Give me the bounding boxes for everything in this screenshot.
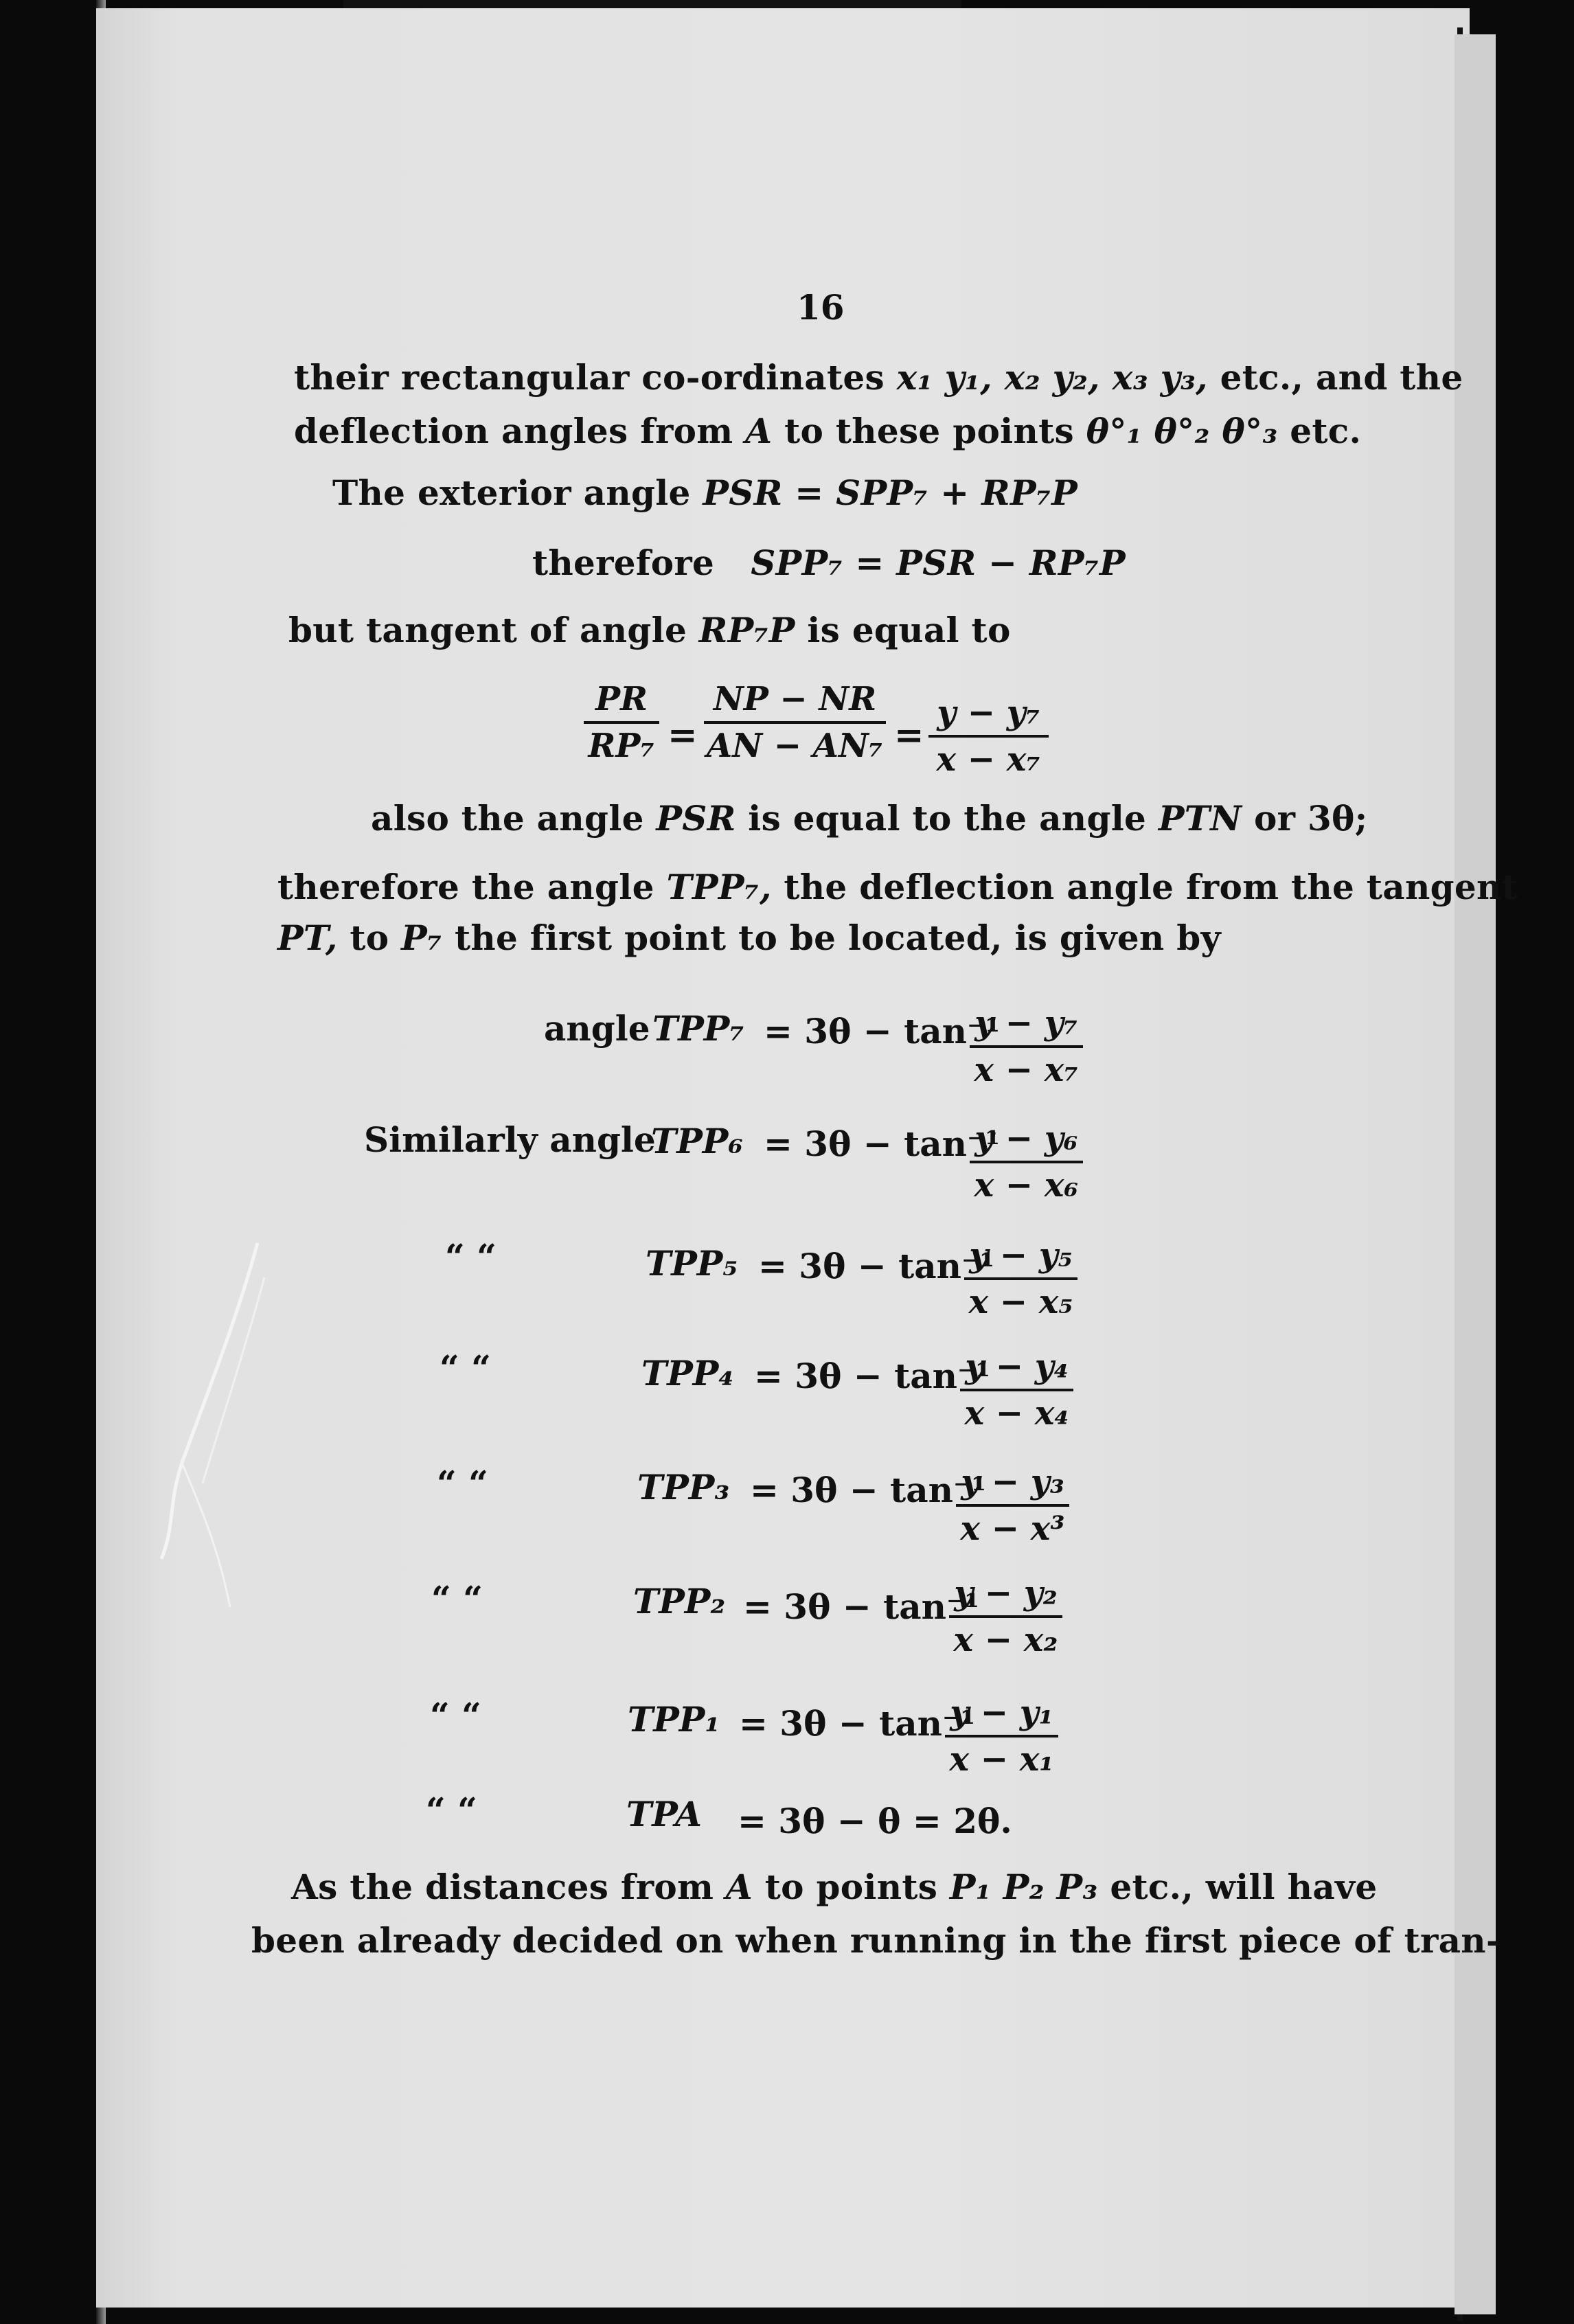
exterior-angle-equation: The exterior angle PSR = SPP₇ + RP₇P: [332, 472, 1078, 513]
scan-top-edge: [343, 0, 961, 8]
tangent-statement: but tangent of angle RP₇P is equal to: [288, 610, 1011, 650]
therefore-angle-line-1: therefore the angle TPP₇, the deflection angle from the tangent: [277, 867, 1518, 907]
coordinate-list: x₁ y₁, x₂ y₂, x₃ y₃,: [896, 357, 1208, 398]
paragraph-1-line-2: deflection angles from A to these points θ°₁ θ°₂ θ°₃ etc.: [294, 411, 1362, 451]
therefore-angle-line-2: PT, to P₇ the first point to be located, is given by: [277, 918, 1221, 958]
deflection-angle-list: θ°₁ θ°₂ θ°₃: [1086, 411, 1278, 451]
closing-line-2: been already decided on when running in the first piece of tran-: [251, 1920, 1501, 1961]
equals-sign: =: [668, 714, 698, 756]
paragraph-1-line-1: their rectangular co-ordinates x₁ y₁, x₂ y₂, x₃ y₃, etc., and the: [294, 357, 1463, 398]
equals-sign: =: [894, 714, 924, 756]
therefore-equation: therefore SPP₇ = PSR − RP₇P: [532, 543, 1126, 583]
ratio-fraction-2: $\frac{NP - NR}{\text{AN − AN₇}}$: [704, 680, 886, 765]
page-number: 16: [797, 287, 845, 328]
paper-scratch-mark: [155, 1236, 271, 1621]
ratio-fraction-1: $\frac{PR}{\text{RP₇}}$: [584, 680, 659, 765]
closing-line-1: As the distances from A to points P₁ P₂ P₃ etc., will have: [291, 1867, 1378, 1907]
ratio-fraction-3: $\frac{\text{y − y₇}}{\text{x − x₇}}$: [928, 694, 1049, 779]
also-angle-statement: also the angle PSR is equal to the angle PTN or 3θ;: [371, 798, 1368, 839]
